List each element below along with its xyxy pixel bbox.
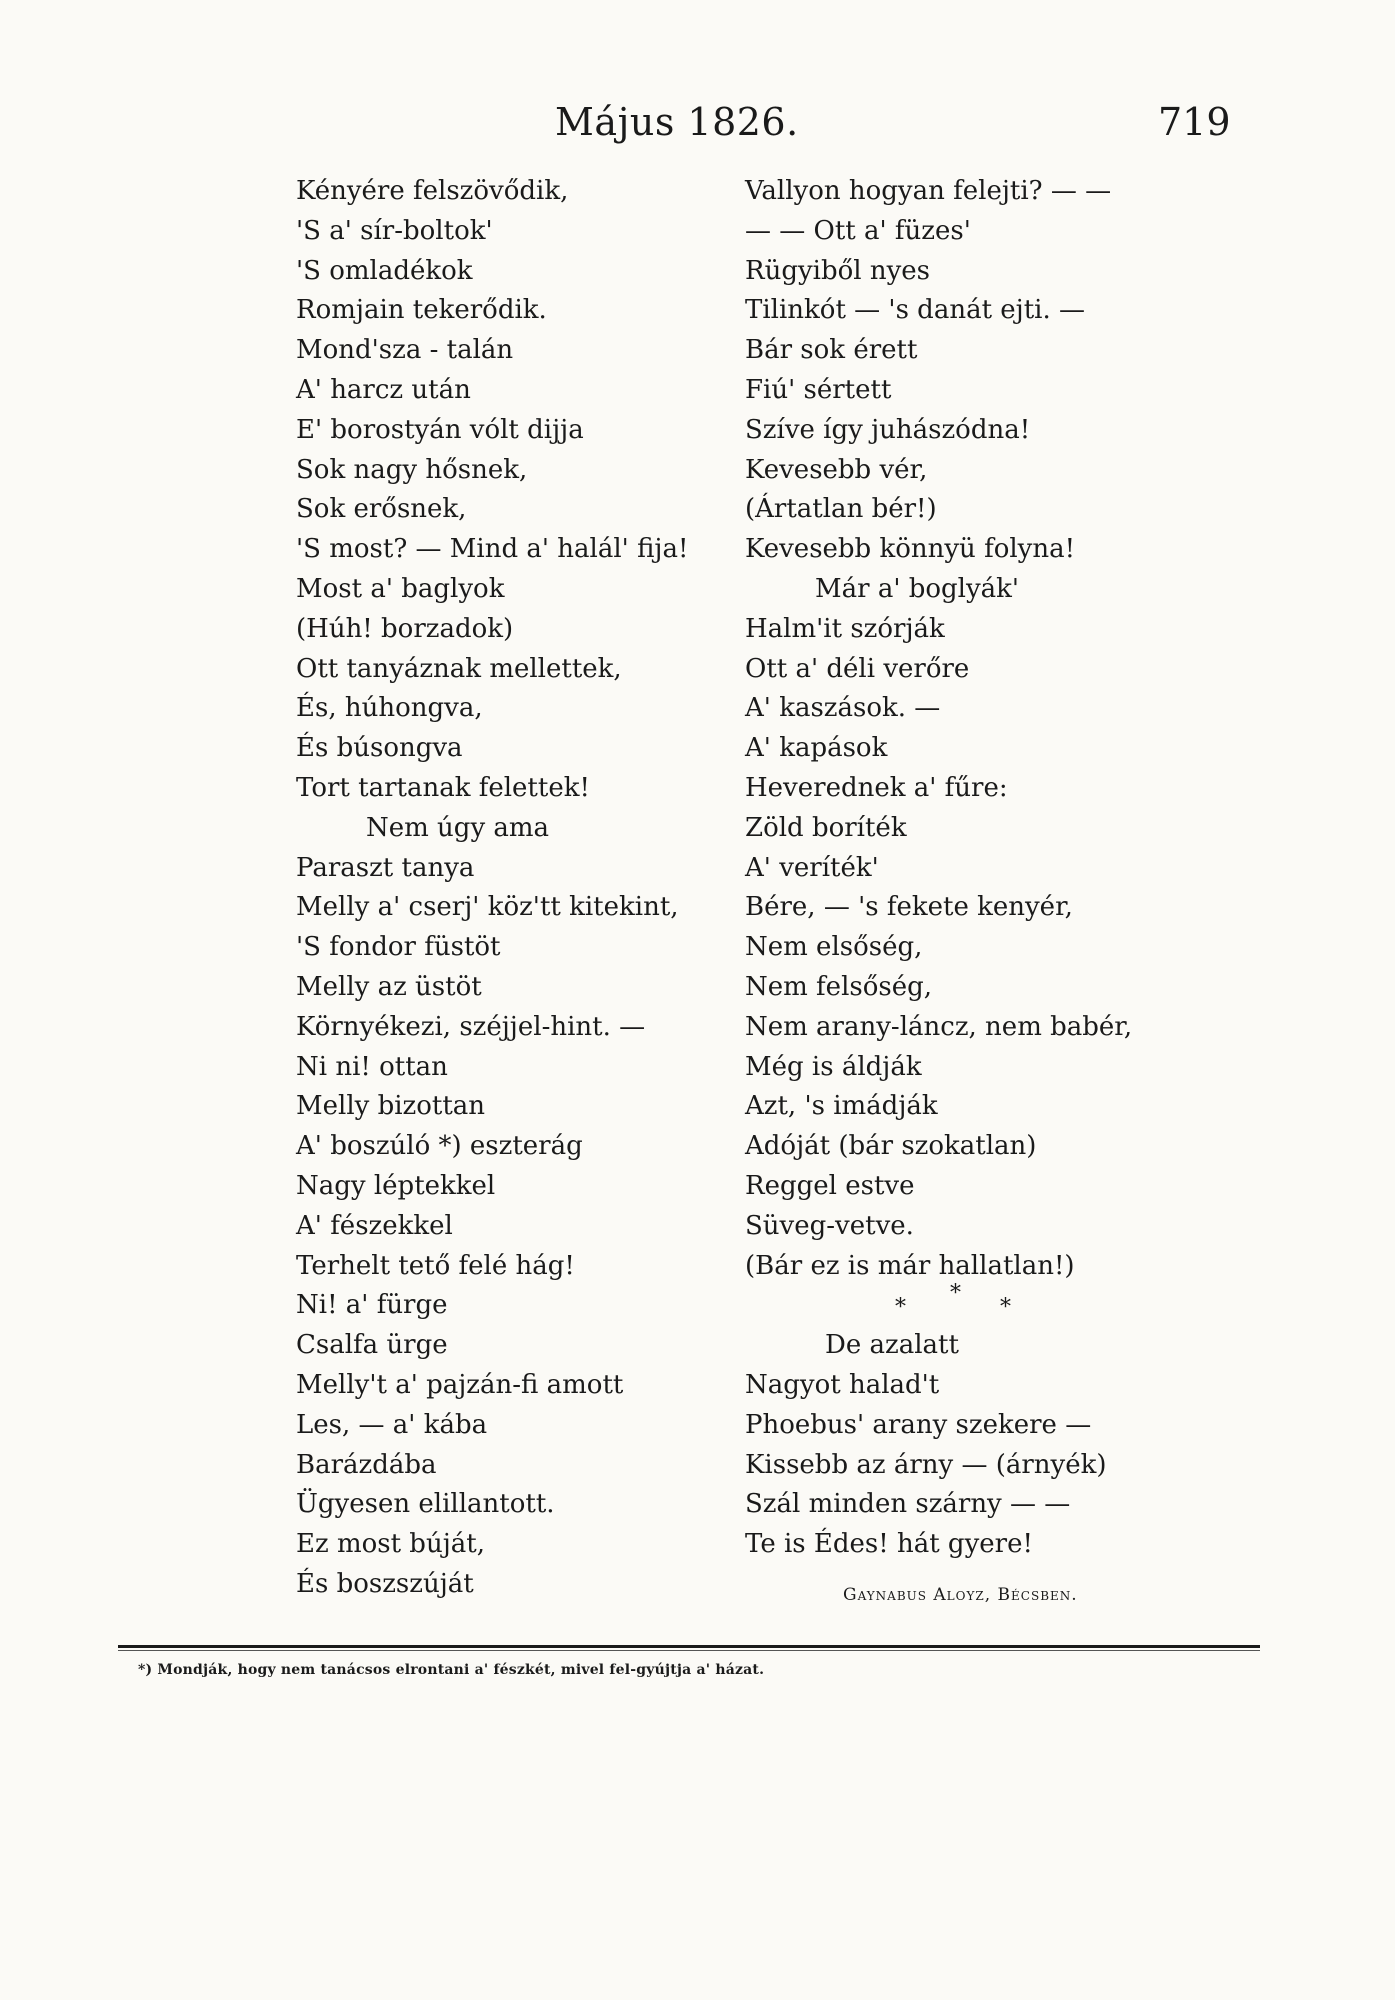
poem-line: A' kapások [745,733,888,764]
poem-line: Te is Édes! hát gyere! [745,1529,1033,1560]
poem-line: A' boszúló *) eszterág [296,1131,583,1162]
poem-line: Ez most búját, [296,1529,485,1560]
poem-line: Adóját (bár szokatlan) [745,1131,1037,1162]
poem-line: Nagyot halad't [745,1369,940,1400]
poem-line: Ni ni! ottan [296,1051,448,1082]
poem-line: Melly't a' pajzán-fi amott [296,1369,624,1400]
poem-line: Most a' baglyok [296,573,505,604]
poem-line: Nem arany-láncz, nem babér, [745,1011,1133,1042]
poem-line: 'S fondor füstöt [296,932,501,963]
poem-line: Tort tartanak felettek! [296,772,590,803]
poem-line: Heverednek a' fűre: [745,772,1008,803]
poem-line: Kevesebb vér, [745,454,928,485]
poem-line: Rügyiből nyes [745,255,931,286]
poem-right-stanza-a [745,172,1165,1286]
poem-line: És, húhongva, [296,693,483,724]
poem-line: Ni! a' fürge [296,1290,448,1321]
poem-line: Kissebb az árny — (árnyék) [745,1449,1107,1480]
poem-line: Paraszt tanya [296,852,475,883]
poem-line: De azalatt [825,1330,959,1361]
star-mark: * [1000,1295,1011,1321]
poem-line: Ügyesen elillantott. [296,1489,555,1520]
poem-line: Halm'it szórják [745,613,945,644]
poem-line: Vallyon hogyan felejti? — — [745,176,1112,206]
poem-line: Melly az üstöt [296,971,482,1002]
poem-line: Sok erősnek, [296,494,467,525]
poem-line: Mond'sza - talán [296,335,514,366]
poem-line: Zöld boríték [745,812,907,843]
poem-right-column [745,172,1165,1565]
poem-line: Melly a' cserj' köz'tt kitekint, [296,892,679,923]
poem-line: Fiú' sértett [745,374,892,405]
poem-line: 'S omladékok [296,255,473,286]
page-number: 719 [1158,100,1231,144]
section-break-stars [745,1281,1165,1326]
poem-line: Kevesebb könnyü folyna! [745,534,1076,565]
poem-line: És búsongva [296,733,463,764]
poem-line: (Ártatlan bér!) [745,494,937,525]
poem-left-column [296,172,716,1605]
poem-line: Környékezi, széjjel-hint. — [296,1011,646,1042]
running-header-title: Május 1826. [555,100,799,144]
poem-line: A' harcz után [296,374,471,405]
poem-line: Terhelt tető felé hág! [296,1250,575,1281]
poem-line: Már a' boglyák' [815,573,1020,604]
poem-line: Süveg-vetve. [745,1210,914,1241]
poem-line: Kényére felszövődik, [296,176,569,206]
poem-line: A' fészekkel [296,1210,453,1241]
poem-line: Csalfa ürge [296,1330,448,1361]
poem-line: Ott a' déli verőre [745,653,970,684]
poem-line: Nem úgy ama [366,812,550,843]
poem-line: 'S most? — Mind a' halál' fija! [296,534,689,565]
poem-line: Ott tanyáznak mellettek, [296,653,622,684]
poem-line: Romjain tekerődik. [296,295,547,326]
poem-line: Les, — a' kába [296,1409,488,1440]
poem-line: Szál minden szárny — — [745,1489,1071,1520]
poem-line: — — Ott a' füzes' [745,215,971,246]
poem-line: (Bár ez is már hallatlan!) [745,1250,1075,1281]
star-mark: * [950,1281,961,1307]
poem-line: Reggel estve [745,1170,915,1201]
poem-line: Nem felsőség, [745,971,933,1002]
poem-line: Bére, — 's fekete kenyér, [745,892,1073,923]
poem-line: Sok nagy hősnek, [296,454,528,485]
star-mark: * [895,1295,906,1321]
poem-line: A' kaszások. — [745,693,941,724]
poem-line: Barázdába [296,1449,437,1480]
poem-line: Bár sok érett [745,335,918,366]
poem-line: Még is áldják [745,1051,922,1082]
footnote-separator [118,1645,1260,1648]
poem-line: Azt, 's imádják [745,1091,938,1122]
poem-line: És boszszúját [296,1568,474,1599]
poem-line: E' borostyán vólt dijja [296,414,584,445]
poem-right-stanza-b [745,1326,1165,1565]
poem-line: Nagy léptekkel [296,1170,496,1201]
poem-line: Nem elsőség, [745,932,923,963]
poem-line: Tilinkót — 's danát ejti. — [745,295,1086,326]
footnote-separator-thin [118,1650,1260,1651]
footnote: *) Mondják, hogy nem tanácsos elrontani a' fészkét, mivel fel-gyújtja a' házat. [138,1662,765,1678]
poem-line: 'S a' sír-boltok' [296,215,493,246]
poem-line: (Húh! borzadok) [296,613,514,644]
author-signature: Gaynabus Aloyz, Bécsben. [843,1585,1078,1605]
poem-line: Phoebus' arany szekere — [745,1409,1092,1440]
poem-line: Melly bizottan [296,1091,486,1122]
poem-line: Szíve így juhászódna! [745,414,1031,445]
poem-line: A' veríték' [745,852,879,883]
